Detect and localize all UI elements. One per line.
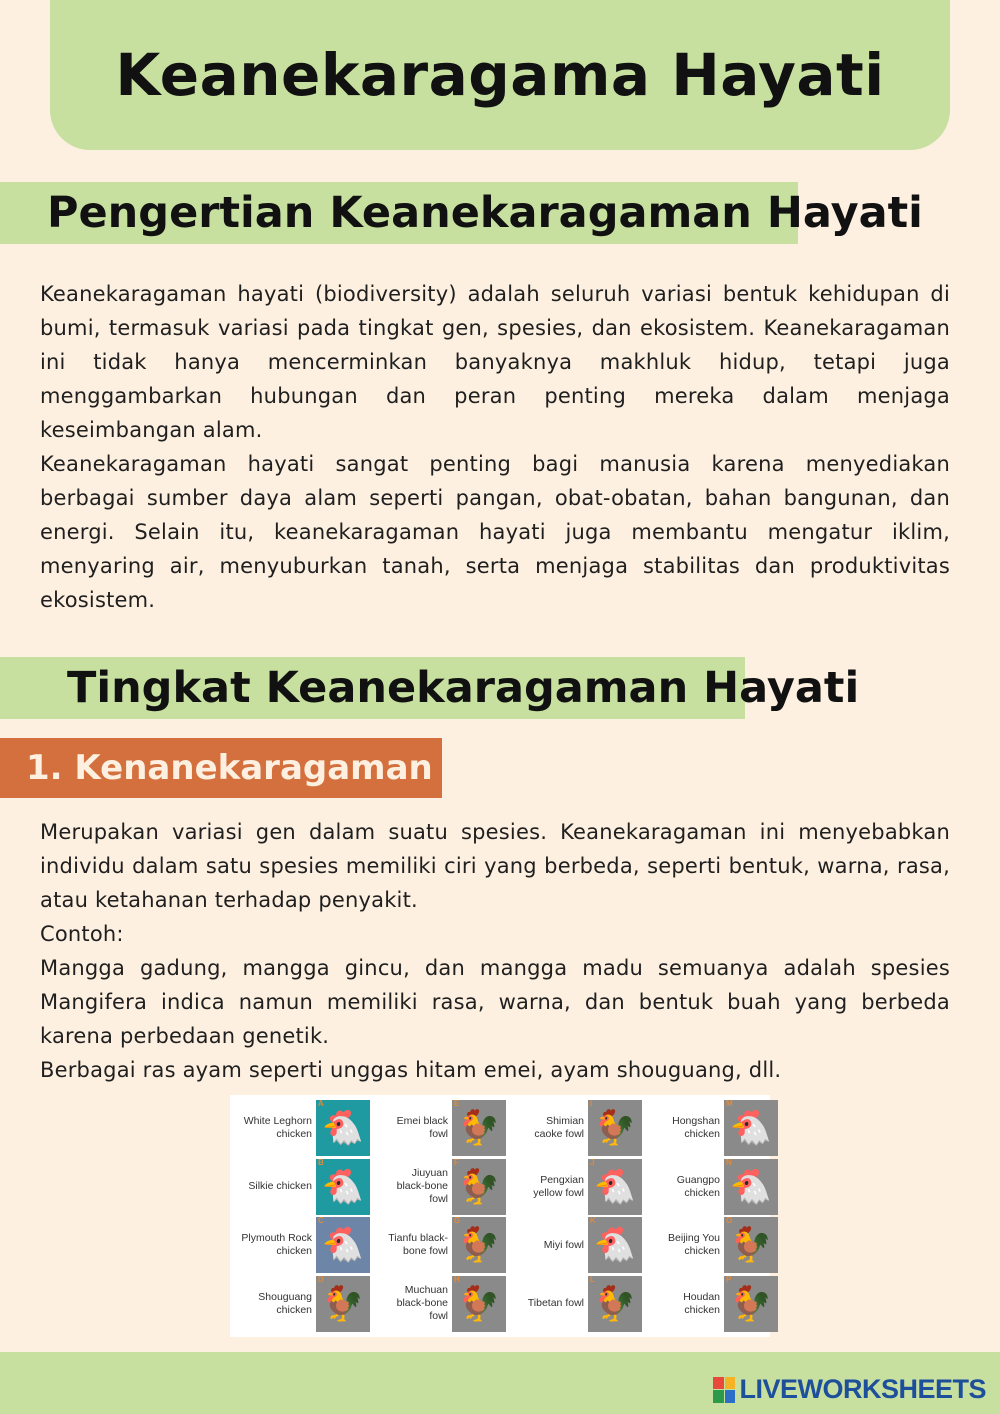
paragraph: Keanekaragaman hayati sangat penting bagi manusia karena menyediakan berbagai sumber daya alam seperti pangan, obat-obatan, bahan bangunan, dan energi. Selain itu, keanekaragaman hayati juga membantu mengatur iklim, menyaring air, menyuburkan tanah, serta menjaga stabilitas dan produktivitas ekosistem. (40, 452, 950, 612)
paragraph: Mangga gadung, mangga gincu, dan mangga madu semuanya adalah spesies Mangifera indica namun memiliki rasa, warna, dan bentuk buah yang berbeda karena perbedaan genetik. (40, 956, 950, 1048)
chicken-item (506, 1275, 642, 1334)
panel-letter: J (590, 1157, 595, 1167)
chicken-label: Hongshan chicken (672, 1115, 720, 1141)
chicken-item (234, 1158, 370, 1217)
yellow-hen-icon: J 🐔 (588, 1159, 642, 1215)
barred-chicken-icon: C 🐔 (316, 1217, 370, 1273)
panel-letter: M (726, 1099, 733, 1109)
chicken-breeds-figure (230, 1095, 773, 1337)
chicken-label: Silkie chicken (248, 1180, 312, 1193)
chicken-item (642, 1158, 778, 1217)
chicken-item (506, 1216, 642, 1275)
chicken-label: Shimian caoke fowl (534, 1115, 584, 1141)
panel-letter: O (726, 1216, 733, 1226)
subsection-heading-text: 1. Kenanekaragaman Gen (26, 748, 520, 788)
black-chicken-icon: G 🐓 (452, 1217, 506, 1273)
section-heading-tingkat (0, 657, 860, 719)
chicken-label: Guangpo chicken (676, 1173, 720, 1199)
panel-letter: A (318, 1099, 324, 1109)
panel-letter: H (454, 1274, 460, 1284)
chicken-item (642, 1216, 778, 1275)
red-rooster-icon: L 🐓 (588, 1276, 642, 1332)
section-heading-text: Tingkat Keanekaragaman Hayati (67, 663, 860, 713)
subsection-heading-gen (0, 738, 520, 798)
chicken-label: Tianfu black- bone fowl (388, 1232, 448, 1258)
chicken-item (370, 1099, 506, 1158)
speckled-chicken-icon: P 🐓 (724, 1276, 778, 1332)
buff-hen-icon: M 🐔 (724, 1100, 778, 1156)
chicken-label: Emei black fowl (396, 1115, 448, 1141)
brown-hen-icon: K 🐔 (588, 1217, 642, 1273)
panel-letter: C (318, 1216, 324, 1226)
red-rooster-icon: I 🐓 (588, 1100, 642, 1156)
panel-letter: K (590, 1216, 596, 1226)
white-chicken-icon: B 🐔 (316, 1159, 370, 1215)
white-chicken-icon: A 🐔 (316, 1100, 370, 1156)
chicken-label: Tibetan fowl (527, 1297, 584, 1310)
section-body-pengertian (40, 277, 950, 617)
panel-letter: P (726, 1274, 732, 1284)
chicken-label: White Leghorn chicken (243, 1115, 312, 1141)
panel-letter: D (318, 1274, 324, 1284)
black-chicken-icon: H 🐓 (452, 1276, 506, 1332)
panel-letter: B (318, 1157, 324, 1167)
chicken-item (642, 1099, 778, 1158)
panel-letter: I (590, 1099, 593, 1109)
chicken-item (370, 1216, 506, 1275)
panel-letter: F (454, 1157, 459, 1167)
page-title: Keanekaragama Hayati (115, 41, 885, 109)
chicken-item (234, 1275, 370, 1334)
title-banner (50, 0, 950, 150)
chicken-label: Plymouth Rock chicken (241, 1232, 312, 1258)
chicken-item (506, 1099, 642, 1158)
black-chicken-icon: E 🐓 (452, 1100, 506, 1156)
chicken-label: Jiuyuan black-bone fowl (396, 1167, 448, 1206)
paragraph: Keanekaragaman hayati (biodiversity) adalah seluruh variasi bentuk kehidupan di bumi, termasuk variasi pada tingkat gen, spesies, dan ekosistem. Keanekaragaman ini tidak hanya mencerminkan banyaknya makhluk hidup, tetapi juga menggambarkan hubungan dan peran penting mereka dalam menjaga keseimbangan alam. (40, 282, 950, 442)
black-chicken-icon: D 🐓 (316, 1276, 370, 1332)
chicken-item (234, 1099, 370, 1158)
section-heading-text: Pengertian Keanekaragaman Hayati (47, 188, 923, 238)
chicken-item (234, 1216, 370, 1275)
chicken-label: Shouguang chicken (258, 1290, 312, 1316)
buff-hen-icon: N 🐔 (724, 1159, 778, 1215)
chicken-label: Miyi fowl (543, 1238, 584, 1251)
panel-letter: E (454, 1099, 460, 1109)
section-heading-pengertian (0, 182, 923, 244)
paragraph-example-label: Contoh: (40, 922, 124, 946)
chicken-item (642, 1275, 778, 1334)
liveworksheets-logo-icon (713, 1377, 735, 1403)
section-body-gen (40, 815, 950, 1087)
paragraph: Berbagai ras ayam seperti unggas hitam emei, ayam shouguang, dll. (40, 1058, 782, 1082)
chicken-label: Houdan chicken (683, 1290, 720, 1316)
chicken-item (370, 1275, 506, 1334)
grey-chicken-icon: F 🐓 (452, 1159, 506, 1215)
brand-name: LIVEWORKSHEETS (739, 1374, 986, 1404)
paragraph: Merupakan variasi gen dalam suatu spesies. Keanekaragaman ini menyebabkan individu dalam satu spesies memiliki ciri yang berbeda, seperti bentuk, warna, rasa, atau ketahanan terhadap penyakit. (40, 820, 950, 912)
chicken-label: Pengxian yellow fowl (533, 1173, 584, 1199)
panel-letter: L (590, 1274, 595, 1284)
chicken-item (370, 1158, 506, 1217)
chicken-label: Muchuan black-bone fowl (396, 1284, 448, 1323)
panel-letter: N (726, 1157, 732, 1167)
panel-letter: G (454, 1216, 461, 1226)
chicken-label: Beijing You chicken (668, 1232, 720, 1258)
red-rooster-icon: O 🐓 (724, 1217, 778, 1273)
liveworksheets-brand[interactable] (713, 1374, 986, 1405)
chicken-item (506, 1158, 642, 1217)
